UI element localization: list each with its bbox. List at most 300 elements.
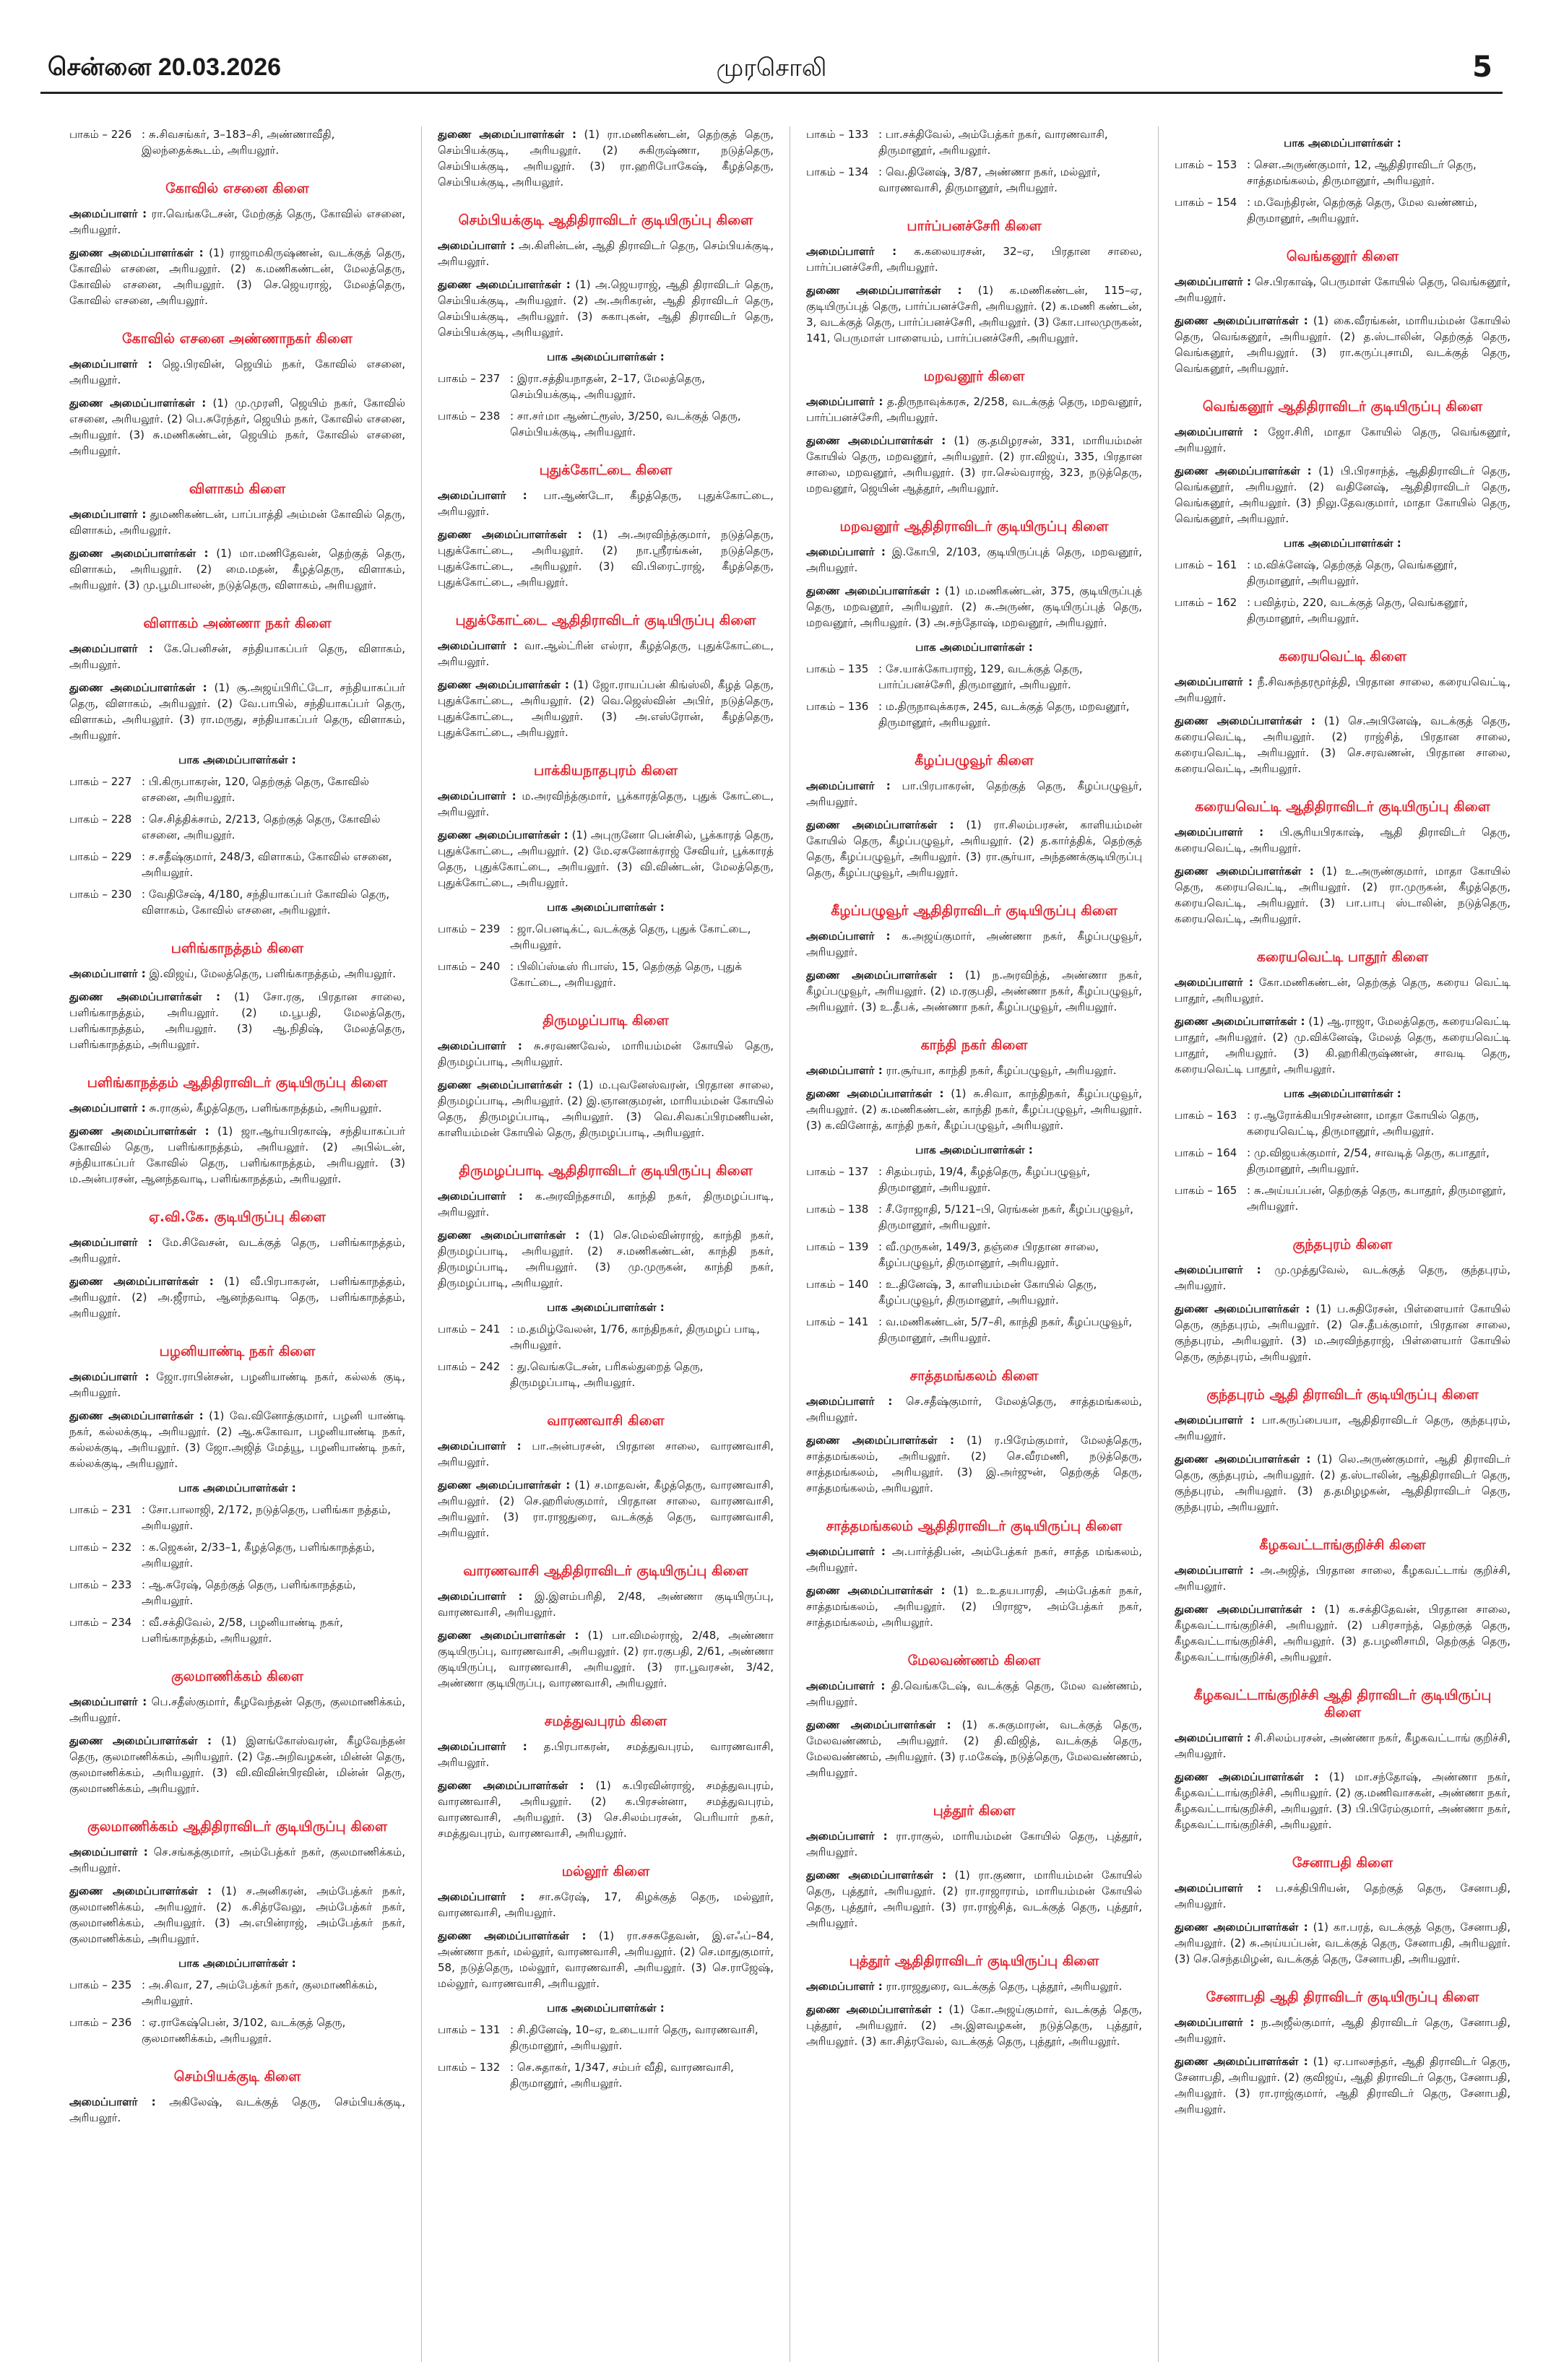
role-label: துணை அமைப்பாளர்கள் : [806,1718,951,1731]
member-paragraph [1175,1013,1510,1077]
role-label: அமைப்பாளர் : [806,930,891,943]
booth-organizer: : சோ.பாலாஜி, 2/172, நடுத்தெரு, பளிங்கா நத்தம், அரியலூர். [142,1503,391,1532]
member-paragraph [806,282,1142,346]
role-label: துணை அமைப்பாளர்கள் : [1175,2055,1308,2068]
role-label: அமைப்பாளர் : [69,1236,152,1249]
member-paragraph [438,638,774,670]
booth-organizer: : ம.வேந்திரன், தெற்குத் தெரு, மேல வண்ணம், திருமானூர், அரியலூர். [1247,196,1478,225]
branch-title: வெங்கனூர் கிளை [1286,248,1399,264]
member-details: க.அஜய்குமார், அண்ணா நகர், கீழப்பழுவூர், அரியலூர். [806,930,1142,959]
booth-row [438,371,774,402]
role-label: துணை அமைப்பாளர்கள் : [1175,1302,1310,1315]
member-paragraph [806,1678,1142,1710]
booth-number: பாகம் – 153 [1175,158,1237,171]
member-paragraph [1175,1451,1510,1515]
role-label: அமைப்பாளர் : [438,1440,522,1453]
member-details: (1) பி.பிரசாந்த், ஆதிதிராவிடர் தெரு, வெங்கனூர், அரியலூர். (2) வதினேஷ், ஆதிதிராவிடர் தெரு, வெங்கனூர், அரியலூர். (3) நிலு.தேவகுமார், மாதா கோயில் தெரு, வெங்கனூர், அரியலூர். [1175,464,1510,525]
article-columns [69,126,1510,2362]
booth-row [69,1614,405,1646]
member-paragraph [69,966,405,982]
role-label: அமைப்பாளர் : [806,1980,883,1993]
booth-organizer: : து.வெங்கடேசன், பரிகல்துறைத் தெரு, திருமழப்பாடி, அரியலூர். [510,1360,704,1389]
branch-title: சேனாபதி கிளை [1292,1855,1393,1871]
member-paragraph [438,827,774,891]
member-paragraph [806,967,1142,1015]
booth-number: பாகம் – 135 [806,662,869,675]
booth-row [806,1314,1142,1346]
member-details: கோ.மணிகண்டன், தெற்குத் தெரு, கரைய வெட்டி பாதூர், அரியலூர். [1175,976,1510,1005]
booth-row [806,1201,1142,1233]
role-label: அமைப்பாளர் : [69,1845,148,1858]
role-label: துணை அமைப்பாளர்கள் : [806,1584,946,1597]
member-details: (1) ம.மணிகண்டன், 375, குடியிருப்புத் தெரு, மறவனூர், அரியலூர். (2) சு.அருண், குடியிருப்புத் தெரு, மறவனூர், அரியலூர். (3) அ.சந்தோஷ், மறவனூர், அரியலூர். [806,584,1142,629]
booth-number: பாகம் – 134 [806,165,869,178]
booth-organizer: : க.ஜெகன், 2/33–1, கீழத்தெரு, பளிங்காநத்தம், அரியலூர். [142,1541,375,1570]
branch-title: குலமாணிக்கம் கிளை [171,1669,303,1684]
member-paragraph [1175,1880,1510,1912]
member-paragraph [1175,713,1510,776]
booth-number: பாகம் – 235 [69,1978,132,1991]
member-paragraph [806,1432,1142,1496]
role-label: துணை அமைப்பாளர்கள் : [438,1229,580,1242]
role-label: அமைப்பாளர் : [69,358,152,371]
member-paragraph [438,677,774,740]
role-label: அமைப்பாளர் : [438,1039,522,1052]
branch-title: பாக்கியநாதபுரம் கிளை [533,763,678,779]
member-details: (1) க.சுகுமாரன், வடக்குத் தெரு, மேலவண்ணம், அரியலூர். (2) தி.விஜித், வடக்குத் தெரு, மேலவண்ணம், அரியலூர். (3) ர.மகேஷ், நடுத்தெரு, மேலவண்ணம், அரியலூர். [806,1718,1142,1779]
member-details: ப.சக்திபிரியன், தெற்குத் தெரு, சேனாபதி, அரியலூர். [1175,1882,1510,1911]
member-paragraph [1175,674,1510,706]
role-label: துணை அமைப்பாளர்கள் : [69,1125,209,1138]
member-details: ந.அஜீல்குமார், ஆதி திராவிடர் தெரு, சேனாபதி, அரியலூர். [1175,2016,1510,2045]
branch-title: குந்தபுரம் ஆதி திராவிடர் குடியிருப்பு கிளை [1206,1387,1479,1403]
member-details: (1) இளங்கோஸ்வரன், கீழவேந்தன் தெரு, குலமாணிக்கம், அரியலூர். (2) தே.அறிவழகன், மின்ன் தெரு, குலமாணிக்கம், அரியலூர். (3) வி.விவின்பிரவின், மின்ன் தெரு, குலமாணிக்கம், அரியலூர். [69,1734,405,1795]
member-details: ரா.ராகுல், மாரியம்மன் கோயில் தெரு, புத்தூர், அரியலூர். [806,1830,1142,1858]
member-details: நீ.சிவசுந்தரமூர்த்தி, பிரதான சாலை, கரையவெட்டி, அரியலூர். [1175,675,1510,704]
booth-organizer: : வீ.சக்திவேல், 2/58, பழனியாண்டி நகர், பளிங்காநத்தம், அரியலூர். [142,1616,343,1645]
member-paragraph [1175,863,1510,927]
issue-date: சென்னை 20.03.2026 [48,53,282,81]
member-details: அ.கிளின்டன், ஆதி திராவிடர் தெரு, செம்பியக்குடி, அரியலூர். [438,239,774,268]
booth-number: பாகம் – 233 [69,1578,132,1591]
booth-number: பாகம் – 161 [1175,558,1237,571]
member-details: சி.சிலம்பரசன், அண்ணா நகர், கீழகவட்டாங் குறிச்சி, அரியலூர். [1175,1731,1510,1760]
booth-row [1175,557,1510,589]
column-2 [438,126,774,2362]
role-label: அமைப்பாளர் : [69,642,153,655]
role-label: துணை அமைப்பாளர்கள் : [438,1629,579,1642]
booth-organizer: : சு.சிவசங்கர், 3–183–சி, அண்ணாவீதி, இலந்தைக்கூடம், அரியலூர். [142,128,335,157]
member-paragraph [1175,1730,1510,1762]
member-details: பா.அன்பரசன், பிரதான சாலை, வாரணவாசி, அரியலூர். [438,1440,774,1468]
booth-heading: பாக அமைப்பாளர்கள் : [1284,1087,1401,1100]
role-label: துணை அமைப்பாளர்கள் : [438,528,582,541]
booth-row [69,1539,405,1571]
branch-title: புதுக்கோட்டை ஆதிதிராவிடர் குடியிருப்பு கிளை [455,613,756,628]
booth-organizer: : மு.விஜயக்குமார், 2/54, சாவடித் தெரு, கபாதூர், திருமானூர், அரியலூர். [1247,1146,1490,1175]
member-paragraph [806,1393,1142,1425]
role-label: துணை அமைப்பாளர்கள் : [1175,464,1312,477]
branch-title: மேலவண்ணம் கிளை [907,1653,1041,1669]
branch-title: ஏ.வி.கே. குடியிருப்பு கிளை [149,1209,326,1225]
member-paragraph [806,928,1142,960]
booth-row [69,886,405,918]
member-details: மே.சிவேசன், வடக்குத் தெரு, பளிங்காநத்தம், அரியலூர். [69,1236,405,1265]
member-details: (1) ரா.குணா, மாரியம்மன் கோயில் தெரு, புத்தூர், அரியலூர். (2) ரா.ராஜாராம், மாரியம்மன் கோயில் தெரு, புத்தூர், அரியலூர். (3) ரா.ராஜ்சித், வடக்குத் தெரு, புத்தூர், அரியலூர். [806,1869,1142,1929]
member-paragraph [806,394,1142,425]
booth-number: பாகம் – 133 [806,128,869,141]
branch-title: மறவனூர் கிளை [923,368,1025,384]
member-paragraph [806,544,1142,576]
branch-title: வெங்கனூர் ஆதிதிராவிடர் குடியிருப்பு கிளை [1202,399,1483,415]
member-paragraph [806,433,1142,496]
member-paragraph [1175,974,1510,1006]
booth-number: பாகம் – 136 [806,700,869,713]
role-label: துணை அமைப்பாளர்கள் : [806,434,946,447]
role-label: அமைப்பாளர் : [1175,1263,1261,1276]
member-details: த.திருநாவுக்கரசு, 2/258, வடக்குத் தெரு, மறவனூர், பார்ப்பனச்சேரி, அரியலூர். [806,395,1142,424]
role-label: அமைப்பாளர் : [1175,1414,1255,1427]
member-details: (1) வே.வினோத்குமார், பழனி யாண்டி நகர், கல்லக்குடி, அரியலூர். (2) ஆ.சுகோவா, பழனியாண்டி நகர், கல்லக்குடி, அரியலூர். (3) ஜோ.அஜித் மேத்யூ, பழனியாண்டி நகர், கல்லக்குடி, அரியலூர். [69,1409,405,1470]
booth-organizer: : ம.தமிழ்வேலன், 1/76, காந்திநகர், திருமழப் பாடி, அரியலூர். [510,1323,760,1351]
role-label: துணை அமைப்பாளர்கள் : [806,818,954,831]
member-details: (1) ஜா.ஆர்யபிரகாஷ், சந்தியாகப்பர் கோவில் தெரு, பளிங்காநத்தம், அரியலூர். (2) அபில்டன், சந்தியாகப்பர் கோவில் தெரு, பளிங்காநத்தம், அரியலூர். (3) ம.அன்பரசன், ஆனந்தவாடி, பளிங்காநத்தம், அரியலூர். [69,1125,405,1185]
member-paragraph [806,2002,1142,2049]
member-paragraph [438,1627,774,1691]
member-details: (1) கா.பரத், வடக்குத் தெரு, சேனாபதி, அரியலூர். (2) சு.அய்யப்பன், வடக்குத் தெரு, சேனாபதி, அரியலூர். (3) செ.செந்தமிழன், வடக்குத் தெரு, சேனாபதி, அரியலூர். [1175,1921,1510,1965]
branch-title: புத்தூர் ஆதிதிராவிடர் குடியிருப்பு கிளை [849,1953,1099,1969]
booth-row [438,959,774,990]
member-details: பி.சூரியபிரகாஷ், ஆதி திராவிடர் தெரு, கரையவெட்டி, அரியலூர். [1175,826,1510,854]
booth-organizer: : ச.சதீஷ்குமார், 248/3, விளாகம், கோவில் எசனை, அரியலூர். [142,850,392,879]
booth-heading: பாக அமைப்பாளர்கள் : [547,2002,665,2015]
member-paragraph [1175,2054,1510,2117]
member-details: கே.பெனிசன், சந்தியாகப்பர் தெரு, விளாகம், அரியலூர். [69,642,405,671]
booth-row [806,1164,1142,1195]
member-details: ஜோ.ராபின்சன், பழனியாண்டி நகர், கல்லக் குடி, அரியலூர். [69,1370,405,1399]
member-details: செ.சதீஷ்குமார், மேலத்தெரு, சாத்தமங்கலம், அரியலூர். [806,1395,1142,1424]
booth-organizer: : வேதிசேஷ், 4/180, சந்தியாகப்பர் கோவில் தெரு, விளாகம், கோவில் எசனை, அரியலூர். [142,888,390,917]
member-paragraph [69,1234,405,1266]
booth-number: பாகம் – 162 [1175,596,1237,609]
booth-heading: பாக அமைப்பாளர்கள் : [178,753,296,766]
branch-title: சாத்தமங்கலம் ஆதிதிராவிடர் குடியிருப்பு கிளை [826,1518,1123,1534]
booth-heading: பாக அமைப்பாளர்கள் : [547,350,665,363]
booth-number: பாகம் – 241 [438,1323,501,1336]
booth-row [438,2022,774,2054]
role-label: அமைப்பாளர் : [806,1395,893,1408]
booth-row [438,921,774,953]
member-details: சு.சரவணவேல், மாரியம்மன் கோயில் தெரு, திருமழப்பாடி, அரியலூர். [438,1039,774,1068]
booth-row [69,2015,405,2046]
role-label: அமைப்பாளர் : [438,1190,523,1203]
booth-row [806,698,1142,730]
booth-organizer: : சே.யாக்கோபராஜ், 129, வடக்குத் தெரு, பார்ப்பனச்சேரி, திருமானூர், அரியலூர். [878,662,1083,691]
booth-row [69,811,405,843]
column-divider [421,126,422,2362]
member-details: தி.வெங்கடேஷ், வடக்குத் தெரு, மேல வண்ணம், அரியலூர். [806,1679,1142,1708]
role-label: துணை அமைப்பாளர்கள் : [806,1087,944,1100]
role-label: அமைப்பாளர் : [806,1064,883,1077]
member-details: (1) ந.அரவிந்த், அண்ணா நகர், கீழப்பழுவூர், அரியலூர். (2) ம.ரகுபதி, அண்ணா நகர், கீழப்பழுவூர், அரியலூர். (3) உ.தீபக், அண்ணா நகர், கீழப்பழுவூர், அரியலூர். [806,969,1142,1013]
booth-heading: பாக அமைப்பாளர்கள் : [178,1481,296,1494]
member-details: (1) ஏ.பாலசந்தர், ஆதி திராவிடர் தெரு, சேனாபதி, அரியலூர். (2) குவிஜய், ஆதி திராவிடர் தெரு, சேனாபதி, அரியலூர். (3) ரா.ராஜ்குமார், ஆதி திராவிடர் தெரு, சேனாபதி, அரியலூர். [1175,2055,1510,2116]
role-label: அமைப்பாளர் : [1175,1731,1251,1744]
member-details: க.கலையரசன், 32–ஏ, பிரதான சாலை, பார்ப்பனச்சேரி, அரியலூர். [806,245,1142,274]
booth-number: பாகம் – 227 [69,775,132,788]
member-details: மு.முத்துவேல், வடக்குத் தெரு, குந்தபுரம், அரியலூர். [1175,1263,1510,1292]
member-details: ம.அரவிந்த்குமார், பூக்காரத்தெரு, புதுக் கோட்டை, அரியலூர். [438,789,774,818]
branch-title: சேனாபதி ஆதி திராவிடர் குடியிருப்பு கிளை [1206,1989,1479,2005]
member-details: (1) வீ.பிரபாகரன், பளிங்காநத்தம், அரியலூர். (2) அ.ஜீராம், ஆனந்தவாடி தெரு, பளிங்காநத்தம், அரியலூர். [69,1275,405,1320]
role-label: அமைப்பாளர் : [806,545,886,558]
member-paragraph [69,1733,405,1796]
branch-title: திருமழப்பாடி கிளை [543,1013,669,1029]
member-details: (1) கோ.அஜய்குமார், வடக்குத் தெரு, புத்தூர், அரியலூர். (2) அ.இளவழகன், நடுத்தெரு, புத்தூர், அரியலூர். (3) கா.சித்ரவேல், வடக்குத் தெரு, புத்தூர், அரியலூர். [806,2003,1142,2048]
branch-title: கீழகவட்டாங்குறிச்சி ஆதி திராவிடர் குடியிருப்பு கிளை [1193,1687,1492,1721]
role-label: அமைப்பாளர் : [1175,826,1264,839]
member-paragraph [438,488,774,519]
member-details: (1) ர.பிரேம்குமார், மேலத்தெரு, சாத்தமங்கலம், அரியலூர். (2) செ.வீரமணி, நடுத்தெரு, சாத்தமங்கலம், அரியலூர். (3) இ.அர்ஜுன், தெற்குத் தெரு, சாத்தமங்கலம், அரியலூர். [806,1434,1142,1494]
branch-title: பளிங்காநத்தம் கிளை [170,940,304,956]
member-details: (1) க.சக்திதேவன், பிரதான சாலை, கீழகவட்டாங்குறிச்சி, அரியலூர். (2) பசிரசாந்த், தெற்குத் தெரு, கீழகவட்டாங்குறிச்சி, அரியலூர். (3) த.பழனிசாமி, தெற்குத் தெரு, கீழகவட்டாங்குறிச்சி, அரியலூர். [1175,1603,1510,1663]
member-paragraph [438,1227,774,1291]
booth-heading: பாக அமைப்பாளர்கள் : [1284,537,1401,550]
booth-organizer: : செ.சுதாகர், 1/347, சம்பர் வீதி, வாரணவாசி, திருமானூர், அரியலூர். [510,2061,734,2090]
role-label: துணை அமைப்பாளர்கள் : [69,681,207,694]
role-label: துணை அமைப்பாளர்கள் : [438,1929,587,1942]
role-label: அமைப்பாளர் : [438,1590,523,1603]
booth-number: பாகம் – 138 [806,1203,869,1216]
branch-title: திருமழப்பாடி ஆதிதிராவிடர் குடியிருப்பு கிளை [459,1163,753,1179]
member-paragraph [69,506,405,538]
member-details: (1) க.பிரவின்ராஜ், சமத்துவபுரம், வாரணவாசி, அரியலூர். (2) க.பிரசன்னா, சமத்துவபுரம், வாரணவாசி, அரியலூர். (3) செ.சிலம்பரசன், பெரியார் நகர், சமத்துவபுரம், வாரணவாசி, அரியலூர். [438,1779,774,1840]
role-label: துணை அமைப்பாளர்கள் : [438,1078,573,1091]
member-details: அ.அஜித், பிரதான சாலை, கீழகவட்டாங் குறிச்சி, அரியலூர். [1175,1564,1510,1593]
role-label: துணை அமைப்பாளர்கள் : [806,969,954,982]
member-paragraph [69,1408,405,1471]
member-paragraph [69,1844,405,1876]
booth-organizer: : சௌ.அருண்குமார், 12, ஆதிதிராவிடர் தெரு, சாத்தமங்கலம், திருமானூர், அரியலூர். [1247,158,1477,187]
role-label: துணை அமைப்பாளர்கள் : [1175,1770,1319,1783]
role-label: அமைப்பாளர் : [438,489,527,502]
column-divider [1158,126,1159,2362]
member-paragraph [1175,1769,1510,1832]
member-paragraph [438,1739,774,1770]
member-details: (1) ம.புவனேஸ்வரன், பிரதான சாலை, திருமழப்பாடி, அரியலூர். (2) இ.ஞானகுமரன், மாரியம்மன் கோயில் தெரு, திருமழப்பாடி, அரியலூர். (3) வெ.சிவகப்பிரமணியன், காளியம்மன் கோயில் தெரு, திருமழப்பாடி, அரியலூர். [438,1078,774,1139]
member-details: (1) செ.அபினேஷ், வடக்குத் தெரு, கரையவெட்டி, அரியலூர். (2) ராஜ்சித், பிரதான சாலை, கரையவெட்டி, அரியலூர். (3) செ.சரவணன், பிரதான சாலை, கரையவெட்டி, அரியலூர். [1175,714,1510,775]
branch-title: சாத்தமங்கலம் கிளை [909,1368,1039,1384]
member-paragraph [438,277,774,340]
member-paragraph [806,1063,1142,1078]
member-details: (1) ஆ.ராஜா, மேலத்தெரு, கரையவெட்டி பாதூர், அரியலூர். (2) மு.விக்னேஷ், மேலத் தெரு, கரையவெட்டி பாதூர், அரியலூர். (3) கி.ஹரிகிருஷ்ணன், சாவடி தெரு, கரையவெட்டி பாதூர், அரியலூர். [1175,1015,1510,1076]
booth-row [1175,1107,1510,1139]
role-label: அமைப்பாளர் : [1175,1564,1254,1577]
booth-number: பாகம் – 242 [438,1360,501,1373]
member-paragraph [69,680,405,743]
role-label: துணை அமைப்பாளர்கள் : [438,678,569,691]
member-details: பா.ஆண்டோ, கீழத்தெரு, புதுக்கோட்டை, அரியலூர். [438,489,774,518]
member-paragraph [806,817,1142,880]
booth-row [1175,194,1510,226]
booth-organizer: : வ.மணிகண்டன், 5/7–சி, காந்தி நகர், கீழப்பழுவூர், திருமானூர், அரியலூர். [878,1315,1133,1344]
role-label: அமைப்பாளர் : [69,2095,156,2108]
branch-title: பழனியாண்டி நகர் கிளை [159,1343,316,1359]
role-label: அமைப்பாளர் : [438,1890,525,1903]
booth-row [438,2059,774,2091]
member-paragraph [1175,274,1510,306]
role-label: துணை அமைப்பாளர்கள் : [806,1869,946,1882]
branch-title: கரையவெட்டி ஆதிதிராவிடர் குடியிருப்பு கிளை [1195,799,1490,815]
branch-title: சமத்துவபுரம் கிளை [544,1713,667,1729]
role-label: துணை அமைப்பாளர்கள் : [438,1779,584,1792]
role-label: அமைப்பாளர் : [1175,2016,1255,2029]
branch-title: கோவில் எசனை அண்ணாநகர் கிளை [122,331,353,347]
branch-title: கரையவெட்டி கிளை [1279,649,1406,665]
booth-number: பாகம் – 232 [69,1541,132,1554]
member-details: (1) ச.மாதவன், கீழத்தெரு, வாரணவாசி, அரியலூர். (2) செ.ஹரிஸ்குமார், பிரதான சாலை, வாரணவாசி, அரியலூர். (3) ரா.ராஜதுரை, வடக்குத் தெரு, வாரணவாசி, அரியலூர். [438,1479,774,1539]
role-label: துணை அமைப்பாளர்கள் : [1175,1921,1308,1934]
branch-title: புத்தூர் கிளை [933,1803,1016,1819]
member-paragraph [806,1717,1142,1780]
booth-number: பாகம் – 238 [438,410,501,423]
role-label: அமைப்பாளர் : [1175,425,1258,438]
member-paragraph [1175,824,1510,856]
booth-number: பாகம் – 165 [1175,1184,1237,1197]
booth-organizer: : அ.சிவா, 27, அம்பேத்கர் நகர், குலமாணிக்கம், அரியலூர். [142,1978,378,2007]
booth-organizer: : உ.தினேஷ், 3, காளியம்மன் கோயில் தெரு, கீழப்பழுவூர், திருமானூர், அரியலூர். [878,1278,1097,1307]
branch-title: புதுக்கோட்டை கிளை [539,462,673,478]
booth-row [806,164,1142,196]
member-details: (1) உ.அருண்குமார், மாதா கோயில் தெரு, கரையவெட்டி, அரியலூர். (2) ரா.முருகன், கீழத்தெரு, கரையவெட்டி, அரியலூர். (3) பா.பாபு ஸ்டாலின், நடுத்தெரு, கரையவெட்டி, அரியலூர். [1175,865,1510,925]
member-paragraph [806,778,1142,810]
member-details: (1) மு.முரளி, ஜெயிம் நகர், கோவில் எசனை, அரியலூர். (2) பெ.சுரேந்தர், ஜெயிம் நகர், கோவில் எசனை, அரியலூர். (3) சு.மணிகண்டன், ஜெயிம் நகர், கோவில் எசனை, அரியலூர். [69,397,405,457]
member-paragraph [1175,1262,1510,1294]
role-label: துணை அமைப்பாளர்கள் : [806,1434,954,1447]
branch-title: பார்ப்பனச்சேரி கிளை [907,218,1042,234]
branch-title: குலமாணிக்கம் ஆதிதிராவிடர் குடியிருப்பு கிளை [87,1819,387,1835]
column-3 [806,126,1142,2362]
member-paragraph [69,2094,405,2126]
role-label: துணை அமைப்பாளர்கள் : [1175,1453,1311,1466]
booth-organizer: : பா.சக்திவேல், அம்பேத்கர் நகர், வாரணவாசி, திருமானூர், அரியலூர். [878,128,1108,157]
booth-organizer: : வீ.முருகன், 149/3, தஞ்சை பிரதான சாலை, கீழப்பழுவூர், திருமானூர், அரியலூர். [878,1240,1099,1269]
member-details: (1) க.மணிகண்டன், 115–ஏ, குடியிருப்புத் தெரு, பார்ப்பனச்சேரி, அரியலூர். (2) க.மணி கண்டன், 3, வடக்குத் தெரு, பார்ப்பனச்சேரி, அரியலூர். (3) கோ.பாலமுருகன், 141, பெருமாள் பாளையம், பார்ப்பனச்சேரி, அரியலூர். [806,284,1142,345]
role-label: துணை அமைப்பாளர்கள் : [69,246,204,259]
member-paragraph [1175,2015,1510,2046]
member-paragraph [438,1077,774,1141]
booth-heading: பாக அமைப்பாளர்கள் : [915,1143,1033,1156]
member-paragraph [1175,1919,1510,1967]
booth-row [806,661,1142,693]
booth-row [806,1276,1142,1308]
booth-organizer: : ஏ.ராகேஷ்பென், 3/102, வடக்குத் தெரு, குலமாணிக்கம், அரியலூர். [142,2016,346,2045]
member-paragraph [1175,313,1510,376]
role-label: துணை அமைப்பாளர்கள் : [438,1479,571,1492]
booth-row [438,1359,774,1390]
member-details: (1) லெ.அருண்குமார், ஆதி திராவிடர் தெரு, குந்தபுரம், அரியலூர். (2) த.ஸ்டாலின், ஆதிதிராவிடர் தெரு, குந்தபுரம், அரியலூர். (3) த.தமிழழகன், ஆதிதிராவிடர் தெரு, குந்தபுரம், அரியலூர். [1175,1453,1510,1513]
booth-organizer: : இரா.சத்தியநாதன், 2–17, மேலத்தெரு, செம்பியக்குடி, அரியலூர். [510,372,706,401]
booth-number: பாகம் – 240 [438,960,501,973]
booth-number: பாகம் – 132 [438,2061,501,2074]
member-paragraph [69,545,405,593]
role-label: துணை அமைப்பாளர்கள் : [69,1884,212,1897]
member-paragraph [69,1369,405,1401]
member-details: (1) கு.தமிழரசன், 331, மாரியம்மன் கோயில் தெரு, மறவனூர், அரியலூர். (2) ரா.விஜய், 335, பிரதான சாலை, மறவனூர், அரியலூர். (3) ரா.செல்வராஜ், 323, நடுத்தெரு, மறவனூர், ஜெயின் ஆத்தூர், அரியலூர். [806,434,1142,495]
booth-number: பாகம் – 237 [438,372,501,385]
booth-row [69,1502,405,1533]
member-details: சா.சுரேஷ், 17, கிழக்குத் தெரு, மல்லூர், வாரணவாசி, அரியலூர். [438,1890,774,1919]
branch-title: குந்தபுரம் கிளை [1292,1237,1393,1252]
member-paragraph [438,1477,774,1541]
member-details: சு.ராகுல், கீழத்தெரு, பளிங்காநத்தம், அரியலூர். [145,1102,382,1115]
member-details: (1) அ.அரவிந்த்குமார், நடுத்தெரு, புதுக்கோட்டை, அரியலூர். (2) நா.ஸ்ரீரங்கன், நடுத்தெரு, புதுக்கோட்டை, அரியலூர். (3) வி.பிரைட்ராஜ், கீழத்தெரு, புதுக்கோட்டை, அரியலூர். [438,528,774,589]
role-label: அமைப்பாளர் : [69,1102,146,1115]
role-label: துணை அமைப்பாளர்கள் : [438,128,576,141]
member-paragraph [438,1188,774,1220]
masthead [40,43,1503,94]
member-details: செ.பிரகாஷ், பெருமாள் கோயில் தெரு, வெங்கனூர், அரியலூர். [1175,275,1510,304]
booth-row [1175,1145,1510,1177]
booth-number: பாகம் – 164 [1175,1146,1237,1159]
member-paragraph [438,788,774,820]
member-details: அ.பார்த்திபன், அம்பேத்கர் நகர், சாத்த மங்கலம், அரியலூர். [806,1545,1142,1574]
branch-title: கீழகவட்டாங்குறிச்சி கிளை [1259,1537,1426,1553]
member-details: ரா.ராஜதுரை, வடக்குத் தெரு, புத்தூர், அரியலூர். [882,1980,1123,1993]
member-details: (1) பா.விமல்ராஜ், 2/48, அண்ணா குடியிருப்பு, வாரணவாசி, அரியலூர். (2) ரா.ரகுபதி, 2/61, அண்ணா குடியிருப்பு, வாரணவாசி, அரியலூர். (3) ரா.பூவரசன், 3/42, அண்ணா குடியிருப்பு, வாரணவாசி, அரியலூர். [438,1629,774,1689]
member-details: பெ.சதீஸ்குமார், கீழவேந்தன் தெரு, குலமாணிக்கம், அரியலூர். [69,1695,405,1724]
member-details: (1) மா.மணிதேவன், தெற்குத் தெரு, விளாகம், அரியலூர். (2) மை.மதன், கீழத்தெரு, விளாகம், அரியலூர். (3) மு.பூமிபாலன், நடுத்தெரு, விளாகம், அரியலூர். [69,547,405,592]
role-label: துணை அமைப்பாளர்கள் : [806,2003,943,2016]
booth-number: பாகம் – 230 [69,888,132,901]
branch-title: கீழப்பழுவூர் கிளை [915,753,1034,769]
role-label: துணை அமைப்பாளர்கள் : [69,1734,212,1747]
role-label: அமைப்பாளர் : [69,1370,150,1383]
member-details: (1) ப.சுதிரேசன், பிள்ளையார் கோயில் தெரு, குந்தபுரம், அரியலூர். (2) செ.தீபக்குமார், பிரதான சாலை, குந்தபுரம், அரியலூர். (3) ம.அரவிந்தராஜ், பிள்ளையார் கோயில் தெரு, குந்தபுரம், அரியலூர். [1175,1302,1510,1363]
role-label: அமைப்பாளர் : [1175,675,1253,688]
member-paragraph [438,1438,774,1470]
role-label: துணை அமைப்பாளர்கள் : [438,278,571,291]
member-paragraph [806,1086,1142,1133]
member-details: (1) ரா.சசசுதேவன், இ.எஃப்–84, அண்ணா நகர், மல்லூர், வாரணவாசி, அரியலூர். (2) செ.மாதுகுமார், 58, நடுத்தெரு, மல்லூர், வாரணவாசி, அரியலூர். (3) செ.ராஜேஷ், மல்லூர், வாரணவாசி, அரியலூர். [438,1929,774,1990]
booth-row [69,849,405,880]
role-label: துணை அமைப்பாளர்கள் : [1175,1015,1305,1028]
booth-heading: பாக அமைப்பாளர்கள் : [178,1957,296,1970]
role-label: துணை அமைப்பாளர்கள் : [806,284,962,297]
role-label: அமைப்பாளர் : [438,639,518,652]
member-details: (1) ரா.மணிகண்டன், தெற்குத் தெரு, செம்பியக்குடி, அரியலூர். (2) சுகிருஷ்ணா, நடுத்தெரு, செம்பியக்குடி, அரியலூர். (3) ரா.ஹரிபோகேஷ், கீழத்தெரு, செம்பியக்குடி, அரியலூர். [438,128,774,189]
booth-number: பாகம் – 137 [806,1165,869,1178]
member-details: இ.விஜய், மேலத்தெரு, பளிங்காநத்தம், அரியலூர். [145,967,396,980]
booth-number: பாகம் – 231 [69,1503,132,1516]
page-number: 5 [1472,51,1492,84]
member-paragraph [438,126,774,190]
member-paragraph [1175,1601,1510,1665]
role-label: அமைப்பாளர் : [806,779,891,792]
branch-title: காந்தி நகர் கிளை [920,1037,1028,1053]
member-details: (1) சு.சிவா, காந்திநகர், கீழப்பழுவூர், அரியலூர். (2) க.மணிகண்டன், காந்தி நகர், கீழப்பழுவூர், அரியலூர். (3) க.வினோத், காந்தி நகர், கீழப்பழுவூர், அரியலூர். [806,1087,1142,1132]
role-label: அமைப்பாளர் : [806,1545,886,1558]
member-paragraph [806,1544,1142,1575]
booth-row [1175,1182,1510,1214]
member-paragraph [69,1100,405,1116]
booth-organizer: : பி.கிருபாகரன், 120, தெற்குத் தெரு, கோவில் எசனை, அரியலூர். [142,775,369,804]
member-details: க.அரவிந்தசாமி, காந்தி நகர், திருமழப்பாடி, அரியலூர். [438,1190,774,1219]
member-paragraph [438,527,774,590]
role-label: அமைப்பாளர் : [69,1695,147,1708]
member-paragraph [806,1828,1142,1860]
role-label: அமைப்பாளர் : [438,1740,527,1753]
